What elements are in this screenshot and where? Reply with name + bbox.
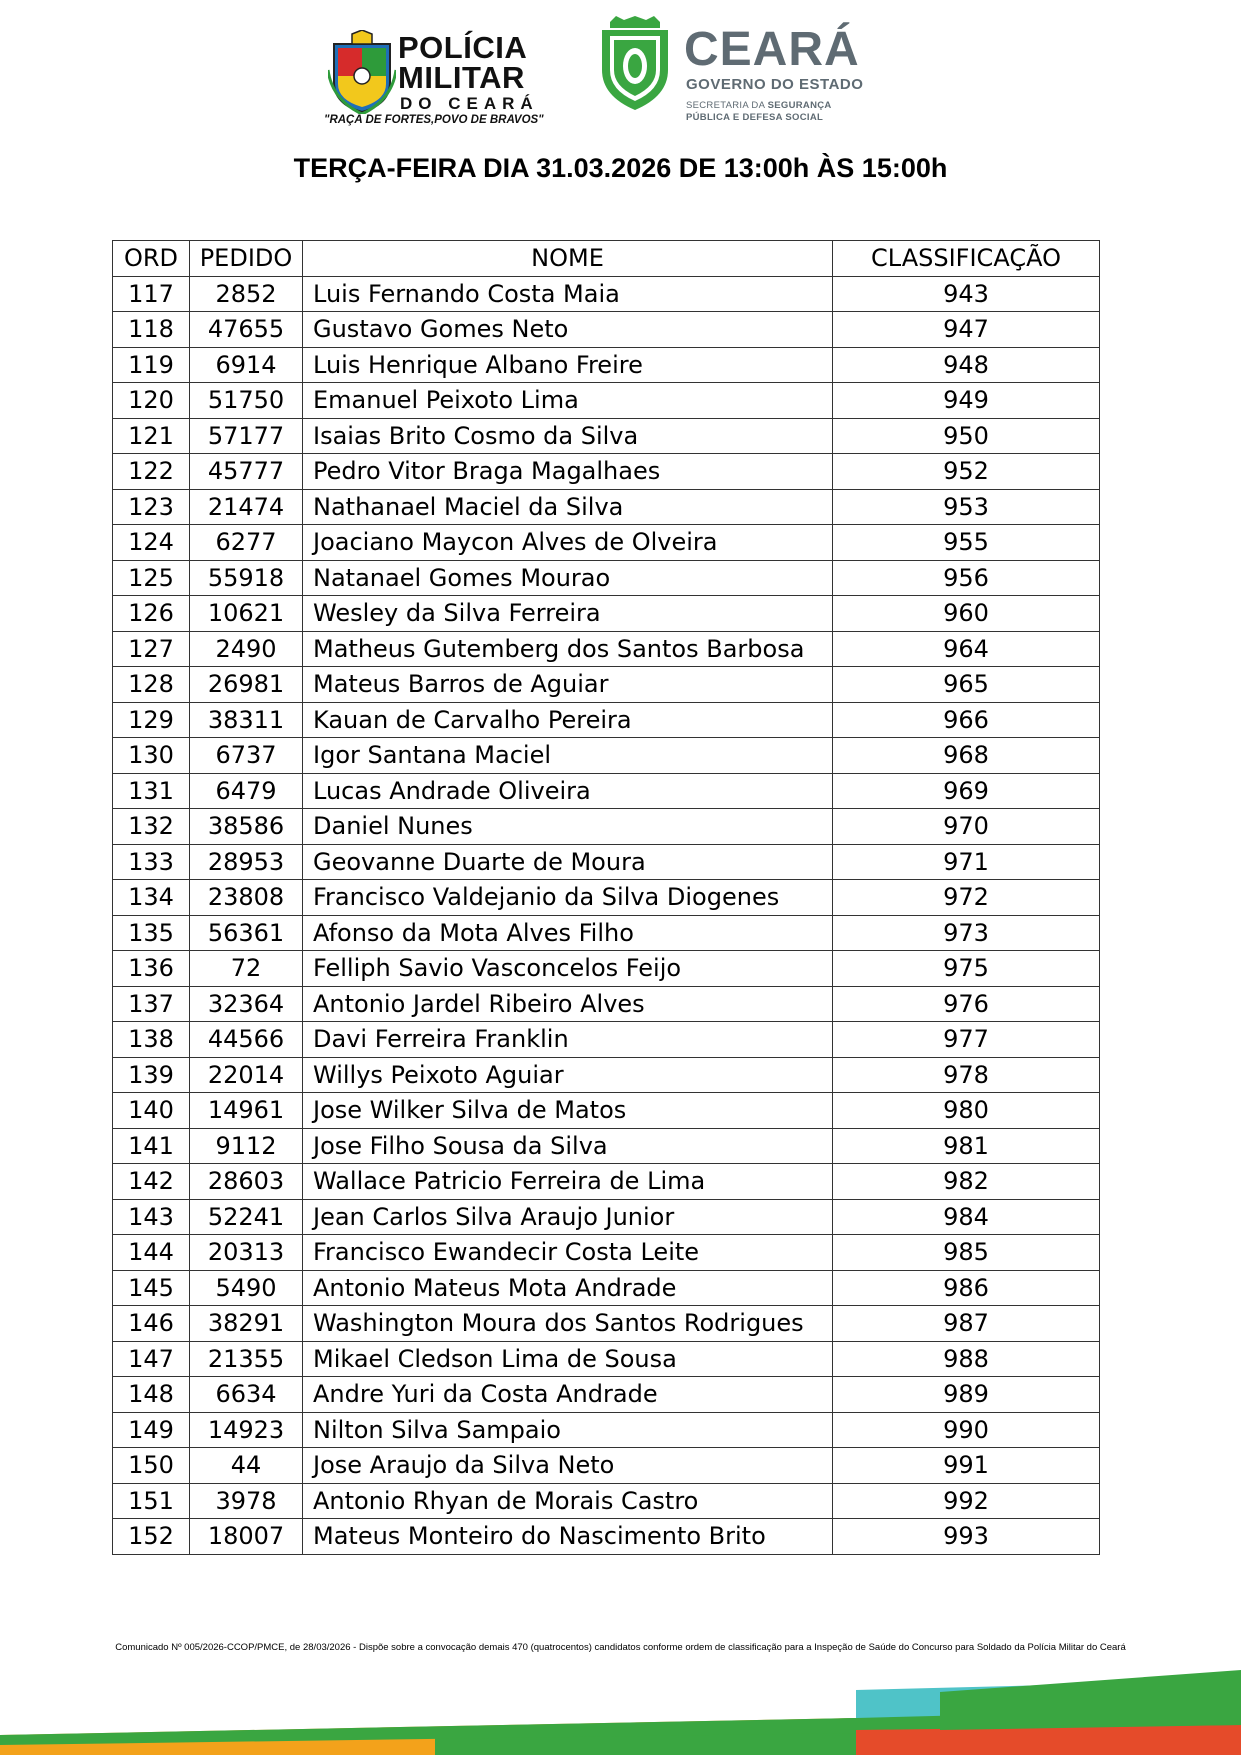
cell-pedido: 6914 — [190, 347, 303, 383]
table-row — [113, 1022, 1100, 1058]
cell-pedido: 55918 — [190, 560, 303, 596]
table-row — [113, 844, 1100, 880]
cell-pedido: 52241 — [190, 1199, 303, 1235]
table-row — [113, 596, 1100, 632]
table-row — [113, 489, 1100, 525]
cell-nome: Antonio Rhyan de Morais Castro — [303, 1483, 833, 1519]
table-row — [113, 915, 1100, 951]
ce-government: GOVERNO DO ESTADO — [686, 76, 864, 93]
column-header-classificacao: CLASSIFICAÇÃO — [833, 241, 1100, 277]
cell-classificacao: 973 — [833, 915, 1100, 951]
cell-nome: Antonio Jardel Ribeiro Alves — [303, 986, 833, 1022]
cell-pedido: 38586 — [190, 809, 303, 845]
column-header-pedido: PEDIDO — [190, 241, 303, 277]
cell-nome: Nilton Silva Sampaio — [303, 1412, 833, 1448]
cell-classificacao: 985 — [833, 1235, 1100, 1271]
cell-ord: 130 — [113, 738, 190, 774]
cell-ord: 143 — [113, 1199, 190, 1235]
cell-nome: Natanael Gomes Mourao — [303, 560, 833, 596]
table-row — [113, 383, 1100, 419]
cell-classificacao: 966 — [833, 702, 1100, 738]
cell-nome: Geovanne Duarte de Moura — [303, 844, 833, 880]
cell-pedido: 20313 — [190, 1235, 303, 1271]
cell-ord: 147 — [113, 1341, 190, 1377]
cell-ord: 151 — [113, 1483, 190, 1519]
cell-pedido: 26981 — [190, 667, 303, 703]
cell-pedido: 10621 — [190, 596, 303, 632]
table-row — [113, 1519, 1100, 1555]
cell-classificacao: 988 — [833, 1341, 1100, 1377]
cell-nome: Wallace Patricio Ferreira de Lima — [303, 1164, 833, 1200]
cell-ord: 132 — [113, 809, 190, 845]
cell-ord: 141 — [113, 1128, 190, 1164]
cell-ord: 133 — [113, 844, 190, 880]
table-row — [113, 560, 1100, 596]
cell-nome: Afonso da Mota Alves Filho — [303, 915, 833, 951]
cell-ord: 123 — [113, 489, 190, 525]
cell-nome: Daniel Nunes — [303, 809, 833, 845]
cell-classificacao: 975 — [833, 951, 1100, 987]
ce-secretariat-line1 — [686, 100, 832, 111]
footnote: Comunicado Nº 005/2026-CCOP/PMCE, de 28/03/2026 - Dispõe sobre a convocação demais 470 (quatrocentos) candidatos conforme ordem de classificação para a Inspeção de Saúde do Concurso para Soldado da Polícia Militar do Ceará — [115, 1642, 1126, 1653]
cell-ord: 117 — [113, 276, 190, 312]
cell-pedido: 44566 — [190, 1022, 303, 1058]
cell-classificacao: 977 — [833, 1022, 1100, 1058]
cell-classificacao: 964 — [833, 631, 1100, 667]
cell-nome: Igor Santana Maciel — [303, 738, 833, 774]
cell-classificacao: 952 — [833, 454, 1100, 490]
table-row — [113, 1306, 1100, 1342]
cell-ord: 124 — [113, 525, 190, 561]
cell-pedido: 44 — [190, 1448, 303, 1484]
cell-ord: 137 — [113, 986, 190, 1022]
cell-nome: Mateus Barros de Aguiar — [303, 667, 833, 703]
cell-classificacao: 981 — [833, 1128, 1100, 1164]
cell-classificacao: 953 — [833, 489, 1100, 525]
cell-pedido: 47655 — [190, 312, 303, 348]
table-row — [113, 986, 1100, 1022]
cell-nome: Matheus Gutemberg dos Santos Barbosa — [303, 631, 833, 667]
cell-classificacao: 992 — [833, 1483, 1100, 1519]
cell-classificacao: 947 — [833, 312, 1100, 348]
cell-ord: 122 — [113, 454, 190, 490]
cell-pedido: 38311 — [190, 702, 303, 738]
ce-secretariat-prefix: SECRETARIA DA — [686, 100, 768, 111]
cell-classificacao: 980 — [833, 1093, 1100, 1129]
cell-nome: Francisco Valdejanio da Silva Diogenes — [303, 880, 833, 916]
cell-pedido: 5490 — [190, 1270, 303, 1306]
cell-nome: Davi Ferreira Franklin — [303, 1022, 833, 1058]
cell-pedido: 6479 — [190, 773, 303, 809]
cell-classificacao: 978 — [833, 1057, 1100, 1093]
cell-nome: Kauan de Carvalho Pereira — [303, 702, 833, 738]
table-row — [113, 1128, 1100, 1164]
cell-pedido: 2490 — [190, 631, 303, 667]
cell-nome: Jean Carlos Silva Araujo Junior — [303, 1199, 833, 1235]
cell-classificacao: 972 — [833, 880, 1100, 916]
table-header-row — [113, 241, 1100, 277]
cell-nome: Willys Peixoto Aguiar — [303, 1057, 833, 1093]
cell-pedido: 2852 — [190, 276, 303, 312]
ce-secretariat-line2: PÚBLICA E DEFESA SOCIAL — [686, 112, 824, 123]
table-row — [113, 1412, 1100, 1448]
table-row — [113, 1448, 1100, 1484]
cell-pedido: 14923 — [190, 1412, 303, 1448]
cell-nome: Jose Araujo da Silva Neto — [303, 1448, 833, 1484]
cell-pedido: 28953 — [190, 844, 303, 880]
cell-classificacao: 971 — [833, 844, 1100, 880]
cell-classificacao: 970 — [833, 809, 1100, 845]
cell-classificacao: 991 — [833, 1448, 1100, 1484]
table-row — [113, 1377, 1100, 1413]
column-header-nome: NOME — [303, 241, 833, 277]
table-row — [113, 1093, 1100, 1129]
cell-pedido: 6634 — [190, 1377, 303, 1413]
table-row — [113, 1270, 1100, 1306]
footer-decorative-band — [0, 1670, 1241, 1755]
cell-nome: Nathanael Maciel da Silva — [303, 489, 833, 525]
cell-ord: 134 — [113, 880, 190, 916]
cell-nome: Isaias Brito Cosmo da Silva — [303, 418, 833, 454]
cell-nome: Lucas Andrade Oliveira — [303, 773, 833, 809]
cell-classificacao: 943 — [833, 276, 1100, 312]
table-row — [113, 1057, 1100, 1093]
cell-classificacao: 950 — [833, 418, 1100, 454]
cell-classificacao: 982 — [833, 1164, 1100, 1200]
cell-pedido: 32364 — [190, 986, 303, 1022]
cell-pedido: 21474 — [190, 489, 303, 525]
cell-ord: 150 — [113, 1448, 190, 1484]
cell-nome: Mateus Monteiro do Nascimento Brito — [303, 1519, 833, 1555]
page-title: TERÇA-FEIRA DIA 31.03.2026 DE 13:00h ÀS 15:00h — [293, 153, 948, 183]
ce-name: CEARÁ — [684, 23, 860, 76]
cell-classificacao: 984 — [833, 1199, 1100, 1235]
cell-classificacao: 993 — [833, 1519, 1100, 1555]
table-row — [113, 418, 1100, 454]
cell-classificacao: 956 — [833, 560, 1100, 596]
cell-ord: 142 — [113, 1164, 190, 1200]
pm-motto: "RAÇA DE FORTES,POVO DE BRAVOS" — [324, 114, 544, 126]
cell-ord: 118 — [113, 312, 190, 348]
cell-classificacao: 960 — [833, 596, 1100, 632]
cell-pedido: 45777 — [190, 454, 303, 490]
cell-pedido: 18007 — [190, 1519, 303, 1555]
cell-ord: 144 — [113, 1235, 190, 1271]
table-row — [113, 667, 1100, 703]
cell-ord: 125 — [113, 560, 190, 596]
table-row — [113, 809, 1100, 845]
cell-nome: Jose Filho Sousa da Silva — [303, 1128, 833, 1164]
pm-title-line2: MILITAR — [398, 60, 525, 95]
cell-classificacao: 969 — [833, 773, 1100, 809]
cell-nome: Gustavo Gomes Neto — [303, 312, 833, 348]
cell-ord: 152 — [113, 1519, 190, 1555]
pm-logo — [324, 28, 548, 130]
cell-pedido: 72 — [190, 951, 303, 987]
cell-classificacao: 968 — [833, 738, 1100, 774]
cell-classificacao: 989 — [833, 1377, 1100, 1413]
cell-pedido: 28603 — [190, 1164, 303, 1200]
table-row — [113, 1199, 1100, 1235]
table-row — [113, 1483, 1100, 1519]
table-row — [113, 454, 1100, 490]
cell-pedido: 6737 — [190, 738, 303, 774]
cell-pedido: 22014 — [190, 1057, 303, 1093]
table-row — [113, 1235, 1100, 1271]
cell-pedido: 14961 — [190, 1093, 303, 1129]
cell-ord: 136 — [113, 951, 190, 987]
cell-ord: 131 — [113, 773, 190, 809]
cell-pedido: 9112 — [190, 1128, 303, 1164]
cell-ord: 140 — [113, 1093, 190, 1129]
cell-nome: Luis Henrique Albano Freire — [303, 347, 833, 383]
cell-classificacao: 965 — [833, 667, 1100, 703]
cell-ord: 135 — [113, 915, 190, 951]
cell-ord: 119 — [113, 347, 190, 383]
cell-ord: 120 — [113, 383, 190, 419]
cell-ord: 121 — [113, 418, 190, 454]
column-header-ord: ORD — [113, 241, 190, 277]
pm-title-line1: POLÍCIA — [398, 30, 528, 65]
cell-pedido: 6277 — [190, 525, 303, 561]
table-row — [113, 347, 1100, 383]
ce-logo — [598, 16, 918, 128]
cell-classificacao: 986 — [833, 1270, 1100, 1306]
table-row — [113, 525, 1100, 561]
cell-classificacao: 949 — [833, 383, 1100, 419]
cell-pedido: 51750 — [190, 383, 303, 419]
cell-pedido: 56361 — [190, 915, 303, 951]
cell-nome: Wesley da Silva Ferreira — [303, 596, 833, 632]
cell-pedido: 57177 — [190, 418, 303, 454]
table-row — [113, 880, 1100, 916]
table-row — [113, 951, 1100, 987]
cell-pedido: 21355 — [190, 1341, 303, 1377]
table-row — [113, 1341, 1100, 1377]
cell-nome: Francisco Ewandecir Costa Leite — [303, 1235, 833, 1271]
cell-ord: 126 — [113, 596, 190, 632]
cell-nome: Emanuel Peixoto Lima — [303, 383, 833, 419]
table-row — [113, 702, 1100, 738]
pm-shield-icon — [328, 30, 396, 114]
cell-ord: 149 — [113, 1412, 190, 1448]
cell-nome: Mikael Cledson Lima de Sousa — [303, 1341, 833, 1377]
cell-ord: 139 — [113, 1057, 190, 1093]
cell-classificacao: 948 — [833, 347, 1100, 383]
cell-nome: Luis Fernando Costa Maia — [303, 276, 833, 312]
cell-nome: Washington Moura dos Santos Rodrigues — [303, 1306, 833, 1342]
cell-nome: Jose Wilker Silva de Matos — [303, 1093, 833, 1129]
cell-ord: 127 — [113, 631, 190, 667]
table-row — [113, 1164, 1100, 1200]
cell-pedido: 3978 — [190, 1483, 303, 1519]
cell-nome: Pedro Vitor Braga Magalhaes — [303, 454, 833, 490]
cell-nome: Felliph Savio Vasconcelos Feijo — [303, 951, 833, 987]
ce-seal-icon — [598, 16, 672, 110]
table-row — [113, 312, 1100, 348]
cell-nome: Antonio Mateus Mota Andrade — [303, 1270, 833, 1306]
table-row — [113, 631, 1100, 667]
table-row — [113, 276, 1100, 312]
table-row — [113, 773, 1100, 809]
cell-pedido: 38291 — [190, 1306, 303, 1342]
cell-classificacao: 987 — [833, 1306, 1100, 1342]
cell-ord: 145 — [113, 1270, 190, 1306]
table-row — [113, 738, 1100, 774]
roster-table — [112, 240, 1100, 1555]
cell-classificacao: 955 — [833, 525, 1100, 561]
cell-ord: 146 — [113, 1306, 190, 1342]
cell-ord: 138 — [113, 1022, 190, 1058]
cell-pedido: 23808 — [190, 880, 303, 916]
cell-ord: 128 — [113, 667, 190, 703]
cell-ord: 148 — [113, 1377, 190, 1413]
ce-secretariat-bold: SEGURANÇA — [767, 100, 832, 111]
cell-nome: Joaciano Maycon Alves de Olveira — [303, 525, 833, 561]
cell-classificacao: 990 — [833, 1412, 1100, 1448]
pm-title-line3: DO CEARÁ — [400, 94, 539, 113]
cell-classificacao: 976 — [833, 986, 1100, 1022]
cell-nome: Andre Yuri da Costa Andrade — [303, 1377, 833, 1413]
table-body — [113, 276, 1100, 1554]
cell-ord: 129 — [113, 702, 190, 738]
